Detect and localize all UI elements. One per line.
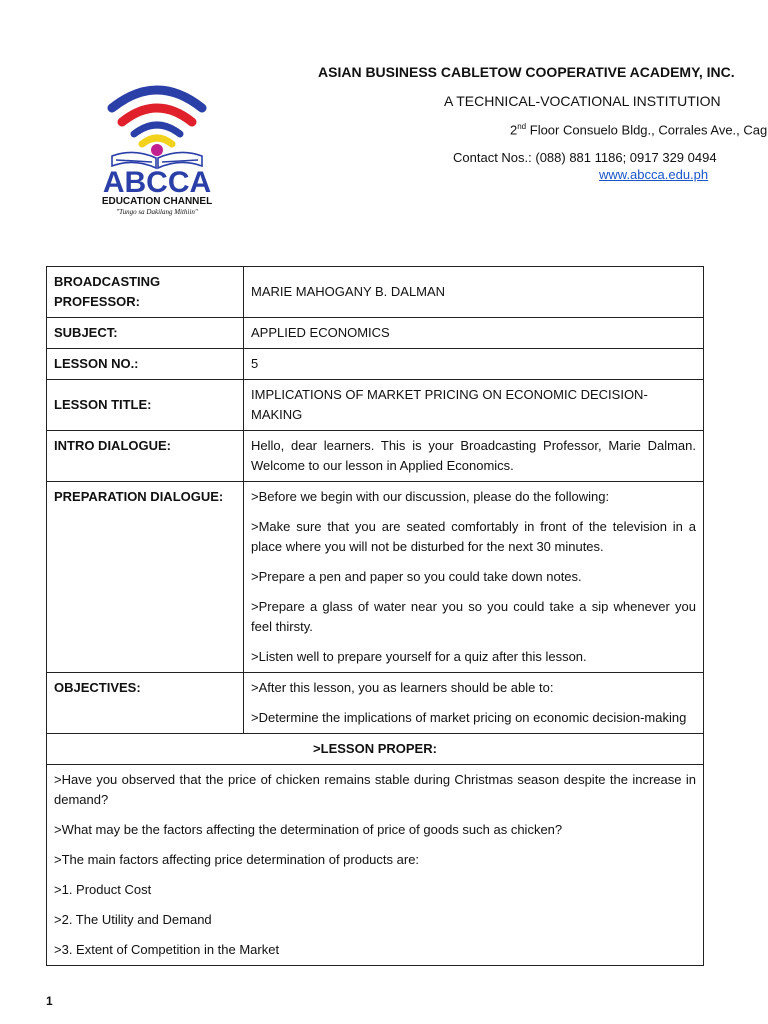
org-name: ASIAN BUSINESS CABLETOW COOPERATIVE ACADEMY, INC. — [318, 64, 735, 80]
row-preparation — [47, 482, 704, 673]
row-lesson-no — [47, 349, 704, 380]
professor-label: BROADCASTING PROFESSOR: — [47, 267, 244, 318]
row-lesson-proper — [47, 765, 704, 966]
lesson-title-label: LESSON TITLE: — [47, 380, 244, 431]
row-objectives — [47, 673, 704, 734]
prep-item: >Before we begin with our discussion, please do the following: — [251, 489, 610, 504]
address — [510, 122, 767, 137]
address-suffix: nd — [517, 122, 527, 131]
professor-value: MARIE MAHOGANY B. DALMAN — [244, 267, 704, 318]
row-professor — [47, 267, 704, 318]
lesson-item: >3. Extent of Competition in the Market — [54, 942, 280, 957]
lesson-item: >1. Product Cost — [54, 882, 152, 897]
objective-item: >Determine the implications of market pricing on economic decision-making — [251, 710, 687, 725]
preparation-label: PREPARATION DIALOGUE: — [47, 482, 244, 673]
prep-item: >Prepare a glass of water near you so you could take a sip whenever you feel thirsty. — [251, 599, 696, 634]
abcca-logo — [72, 78, 242, 218]
prep-item: >Listen well to prepare yourself for a quiz after this lesson. — [251, 649, 587, 664]
lesson-no-label: LESSON NO.: — [47, 349, 244, 380]
address-rest: Floor Consuelo Bldg., Corrales Ave., Cag — [526, 122, 768, 138]
subject-label: SUBJECT: — [47, 318, 244, 349]
lesson-item: >What may be the factors affecting the determination of price of goods such as chicken? — [54, 822, 563, 837]
objectives-label: OBJECTIVES: — [47, 673, 244, 734]
lesson-proper-heading: >LESSON PROPER: — [47, 734, 704, 765]
lesson-title-value: IMPLICATIONS OF MARKET PRICING ON ECONOMIC DECISION-MAKING — [244, 380, 704, 431]
objectives-value — [244, 673, 704, 734]
lesson-item: >2. The Utility and Demand — [54, 912, 212, 927]
institution-type: A TECHNICAL-VOCATIONAL INSTITUTION — [444, 93, 721, 109]
lesson-no-value: 5 — [244, 349, 704, 380]
row-subject — [47, 318, 704, 349]
subject-value: APPLIED ECONOMICS — [244, 318, 704, 349]
address-floor: 2 — [510, 122, 518, 138]
prep-item: >Prepare a pen and paper so you could take down notes. — [251, 569, 582, 584]
lesson-proper-content — [47, 765, 704, 966]
row-lesson-proper-heading — [47, 734, 704, 765]
lesson-item: >Have you observed that the price of chicken remains stable during Christmas season despite the increase in demand? — [54, 772, 696, 807]
contact-numbers: Contact Nos.: (088) 881 1186; 0917 329 0494 — [453, 150, 717, 165]
logo-wordmark: ABCCA — [102, 166, 212, 199]
prep-item: >Make sure that you are seated comfortably in front of the television in a place where you will not be disturbed for the next 30 minutes. — [251, 519, 696, 554]
page-number: 1 — [46, 994, 53, 1008]
logo-subtitle: EDUCATION CHANNEL — [101, 196, 213, 207]
lesson-table — [46, 266, 704, 966]
logo-tagline: "Tungo sa Dakilang Mithiin" — [116, 208, 198, 216]
intro-text: Hello, dear learners. This is your Broadcasting Professor, Marie Dalman. Welcome to our lesson in Applied Economics. — [251, 438, 696, 473]
row-intro — [47, 431, 704, 482]
objective-item: >After this lesson, you as learners should be able to: — [251, 680, 554, 695]
website-link[interactable]: www.abcca.edu.ph — [599, 167, 709, 182]
intro-label: INTRO DIALOGUE: — [47, 431, 244, 482]
row-lesson-title — [47, 380, 704, 431]
intro-value — [244, 431, 704, 482]
preparation-value — [244, 482, 704, 673]
lesson-item: >The main factors affecting price determination of products are: — [54, 852, 420, 867]
